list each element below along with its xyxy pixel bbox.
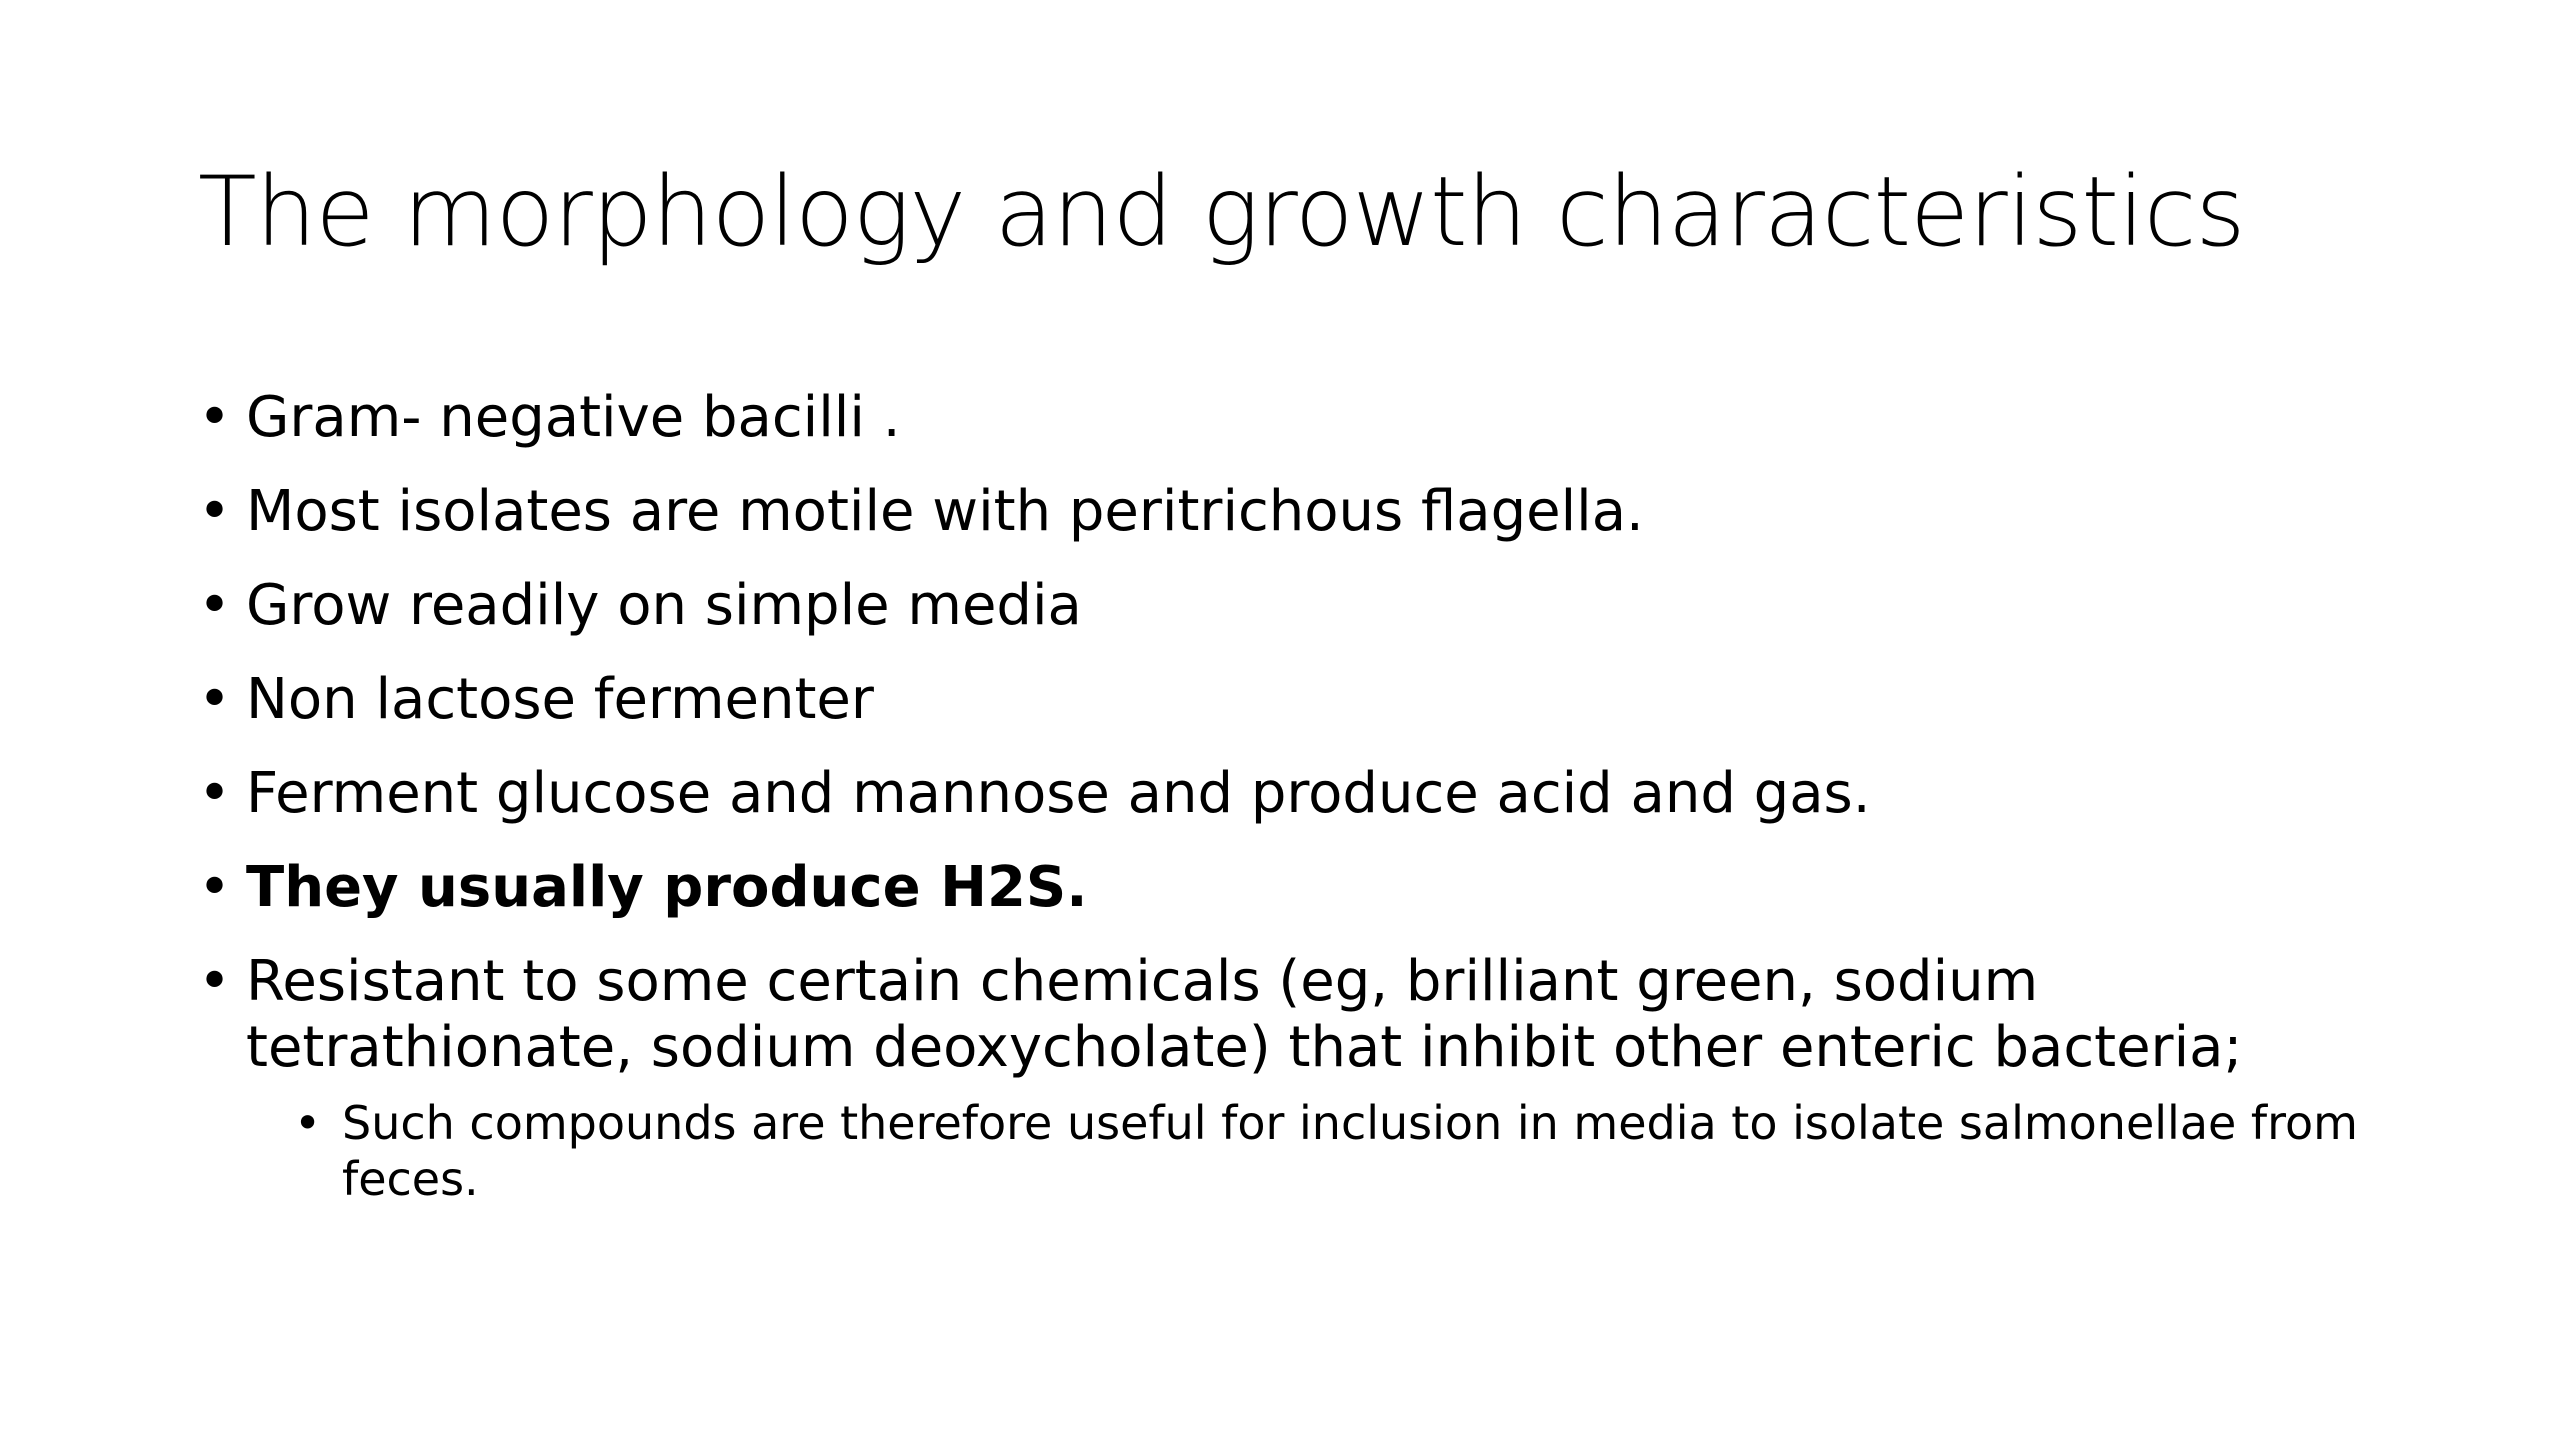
bullet-text: Gram- negative bacilli .	[246, 385, 901, 450]
bullet-item	[198, 385, 2378, 451]
bullet-icon: •	[198, 949, 232, 1014]
bullet-text: Resistant to some certain chemicals (eg, brilliant green, sodium tetrathionate, sodium deoxycholate) that inhibit other enteric bacteria;	[246, 949, 2243, 1080]
bullet-icon: •	[198, 385, 232, 450]
bullet-icon: •	[198, 855, 232, 920]
bullet-item	[198, 573, 2378, 639]
bullet-icon: •	[198, 479, 232, 544]
bullet-text: Non lactose fermenter	[246, 667, 874, 732]
bullet-list	[198, 385, 2378, 1235]
slide-title: The morphology and growth characteristics	[198, 156, 2245, 268]
bullet-item	[198, 949, 2378, 1207]
bullet-item	[198, 479, 2378, 545]
sub-bullet-text: Such compounds are therefore useful for inclusion in media to isolate salmonellae from feces.	[342, 1096, 2358, 1206]
bullet-item	[198, 761, 2378, 827]
sub-bullet-item	[294, 1095, 2378, 1207]
sub-bullet-list	[246, 1095, 2378, 1207]
bullet-icon: •	[198, 761, 232, 826]
sub-bullet-icon: •	[294, 1096, 322, 1150]
bullet-text: Ferment glucose and mannose and produce acid and gas.	[246, 761, 1871, 826]
bullet-item-bold	[198, 855, 2378, 921]
bullet-text: They usually produce H2S.	[246, 855, 1088, 920]
bullet-item	[198, 667, 2378, 733]
bullet-icon: •	[198, 573, 232, 638]
bullet-text: Most isolates are motile with peritrichous flagella.	[246, 479, 1644, 544]
bullet-icon: •	[198, 667, 232, 732]
bullet-text: Grow readily on simple media	[246, 573, 1082, 638]
